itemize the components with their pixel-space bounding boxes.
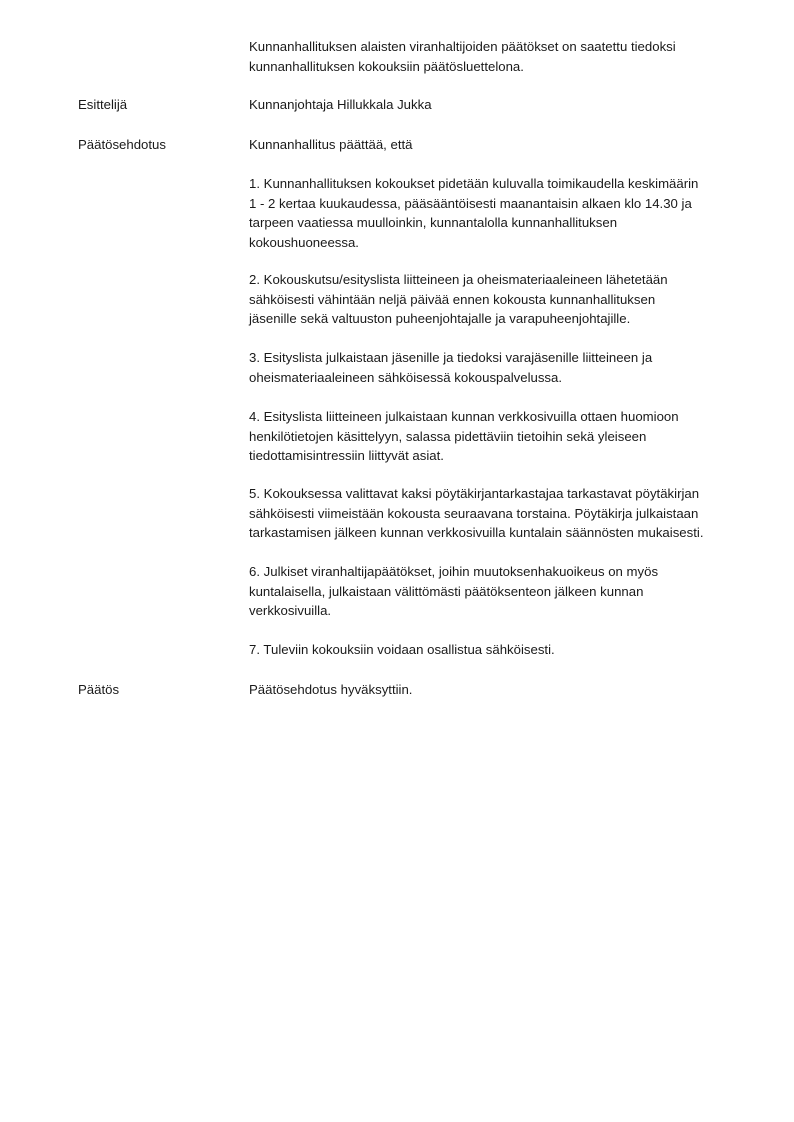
proposal-item-line: 3. Esityslista julkaistaan jäsenille ja tiedoksi varajäsenille liitteineen ja <box>249 350 653 365</box>
proposal-item-line: henkilötietojen käsittelyyn, salassa pidettäviin tietoihin sekä yleiseen <box>249 428 647 444</box>
proposal-item-3 <box>249 348 769 387</box>
proposal-item-2 <box>249 270 769 329</box>
proposal-item-line: tarkastamisen jälkeen kunnan verkkosivuilla kuntalain säännösten mukaisesti. <box>249 525 704 540</box>
proposal-item-line: 2. Kokouskutsu/esityslista liitteineen ja oheismateriaaleineen lähetetään <box>249 272 668 287</box>
proposal-item-line: 5. Kokouksessa valittavat kaksi pöytäkirjantarkastajaa tarkastavat pöytäkirjan <box>249 486 700 501</box>
proposal-item-7 <box>249 640 769 660</box>
presenter-label: Esittelijä <box>78 97 128 112</box>
proposal-item-6 <box>249 562 769 621</box>
proposal-item-line: tiedottamisintressiin liittyvät asiat. <box>249 448 444 463</box>
proposal-item-line: 1 - 2 kertaa kuukaudessa, pääsääntöisesti maanantaisin alkaen klo 14.30 ja <box>249 195 692 211</box>
intro-line: Kunnanhallituksen alaisten viranhaltijoiden päätökset on saatettu tiedoksi <box>249 39 676 54</box>
proposal-heading: Kunnanhallitus päättää, että <box>249 137 413 152</box>
intro-line: kunnanhallituksen kokouksiin päätösluettelona. <box>249 58 524 74</box>
intro-paragraph <box>249 37 769 76</box>
proposal-item-line: kuntalaisella, julkaistaan välittömästi päätöksenteon jälkeen kunnan <box>249 583 644 599</box>
proposal-item-5 <box>249 484 769 543</box>
proposal-item-4 <box>249 407 769 466</box>
proposal-item-line: 4. Esityslista liitteineen julkaistaan kunnan verkkosivuilla ottaen huomioon <box>249 409 679 424</box>
proposal-item-line: 6. Julkiset viranhaltijapäätökset, joihin muutoksenhakuoikeus on myös <box>249 564 659 579</box>
proposal-item-line: oheismateriaaleineen sähköisessä kokouspalvelussa. <box>249 369 563 385</box>
proposal-item-line: tarpeen vaatiessa muulloinkin, kunnantalolla kunnanhallituksen <box>249 215 618 230</box>
proposal-item-line: 1. Kunnanhallituksen kokoukset pidetään kuluvalla toimikaudella keskimäärin <box>249 176 699 191</box>
proposal-item-line: 7. Tuleviin kokouksiin voidaan osallistua sähköisesti. <box>249 642 555 657</box>
decision-label: Päätös <box>78 682 120 697</box>
proposal-item-line: kokoushuoneessa. <box>249 234 359 250</box>
proposal-item-line: sähköisesti viimeistään kokousta seuraavana torstaina. Pöytäkirja julkaistaan <box>249 505 699 521</box>
presenter-value: Kunnanjohtaja Hillukkala Jukka <box>249 97 432 112</box>
proposal-item-1 <box>249 174 769 252</box>
proposal-item-line: jäsenille sekä valtuuston puheenjohtajalle ja varapuheenjohtajille. <box>249 311 631 326</box>
proposal-item-line: verkkosivuilla. <box>249 603 332 618</box>
proposal-label: Päätösehdotus <box>78 137 166 152</box>
proposal-item-line: sähköisesti vähintään neljä päivää ennen kokousta kunnanhallituksen <box>249 291 656 307</box>
decision-value: Päätösehdotus hyväksyttiin. <box>249 682 413 697</box>
